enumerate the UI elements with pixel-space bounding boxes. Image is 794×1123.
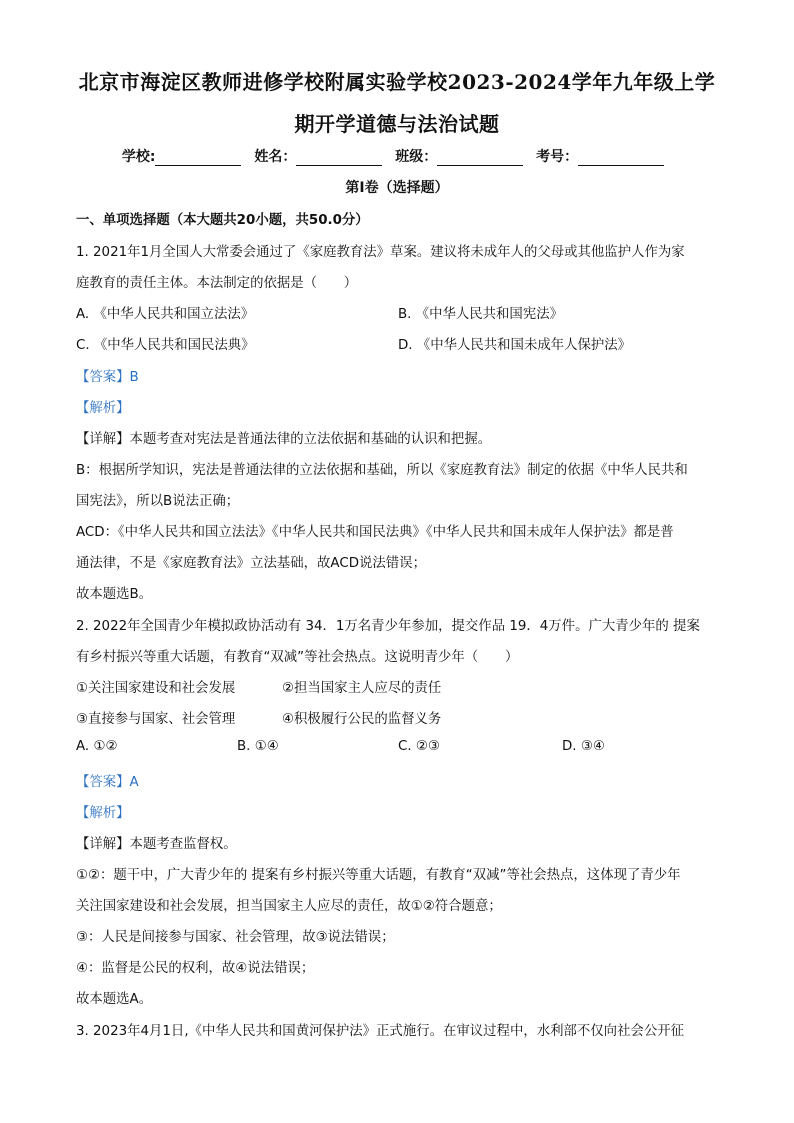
class-label: 班级： bbox=[395, 149, 438, 165]
q2-item-4: ④积极履行公民的监督义务 bbox=[282, 712, 442, 727]
q1-option-a: A. 《中华人民共和国立法法》 bbox=[76, 307, 255, 322]
q2-conclusion: 故本题选A。 bbox=[76, 992, 153, 1007]
exam-no-blank[interactable] bbox=[578, 151, 664, 166]
q2-option-a: A. ①② bbox=[76, 739, 118, 754]
q1-answer: 【答案】B bbox=[76, 370, 139, 385]
q1-analysis-label: 【解析】 bbox=[76, 401, 130, 416]
exam-title-line2: 期开学道德与法治试题 bbox=[294, 112, 500, 136]
class-blank[interactable] bbox=[437, 151, 523, 166]
school-blank[interactable] bbox=[155, 151, 241, 166]
q1-option-d: D. 《中华人民共和国未成年人保护法》 bbox=[398, 338, 632, 353]
q1-option-c: C. 《中华人民共和国民法典》 bbox=[76, 338, 255, 353]
q2-option-d: D. ③④ bbox=[562, 739, 605, 754]
q2-item-3: ③直接参与国家、社会管理 bbox=[76, 712, 236, 727]
exam-no-label: 考号： bbox=[536, 149, 579, 165]
q2-explain-line2: 关注国家建设和社会发展，担当国家主人应尽的责任，故①②符合题意； bbox=[76, 899, 502, 914]
q1-detail: 【详解】本题考查对宪法是普通法律的立法依据和基础的认识和把握。 bbox=[76, 432, 492, 447]
q2-detail: 【详解】本题考查监督权。 bbox=[76, 837, 237, 852]
q3-stem-line1: 3. 2023年4月1日,《中华人民共和国黄河保护法》正式施行。在审议过程中，水利部不仅向社会公开征 bbox=[76, 1024, 685, 1039]
name-blank[interactable] bbox=[296, 151, 382, 166]
q1-conclusion: 故本题选B。 bbox=[76, 587, 153, 602]
q1-explain-acd-line1: ACD：《中华人民共和国立法法》《中华人民共和国民法典》《中华人民共和国未成年人保护法》都是普 bbox=[76, 525, 674, 540]
name-label: 姓名： bbox=[254, 149, 297, 165]
exam-title-line1: 北京市海淀区教师进修学校附属实验学校2023-2024学年九年级上学 bbox=[78, 70, 716, 94]
q1-option-b: B. 《中华人民共和国宪法》 bbox=[398, 307, 563, 322]
q1-explain-acd-line2: 通法律，不是《家庭教育法》立法基础，故ACD说法错误； bbox=[76, 556, 426, 571]
school-label: 学校: bbox=[121, 149, 156, 165]
q1-explain-b-line2: 国宪法》，所以B说法正确； bbox=[76, 494, 240, 509]
q2-analysis-label: 【解析】 bbox=[76, 806, 130, 821]
q2-item-1: ①关注国家建设和社会发展 bbox=[76, 681, 236, 696]
q1-stem-line2: 庭教育的责任主体。本法制定的依据是（ ） bbox=[76, 276, 358, 291]
student-info-row bbox=[0, 146, 794, 166]
q2-answer: 【答案】A bbox=[76, 775, 139, 790]
q1-stem-line1: 1. 2021年1月全国人大常委会通过了《家庭教育法》草案。建议将未成年人的父母或其他监护人作为家 bbox=[76, 245, 685, 260]
q2-explain-line1: ①②：题干中，广大青少年的 提案有乡村振兴等重大话题，有教育“双减”等社会热点，这体现了青少年 bbox=[76, 868, 681, 883]
section-title: 一、单项选择题（本大题共20小题，共50.0分） bbox=[76, 213, 369, 228]
q2-option-c: C. ②③ bbox=[398, 739, 440, 754]
part-title: 第I卷（选择题） bbox=[345, 180, 449, 196]
q2-stem-line1: 2. 2022年全国青少年模拟政协活动有 34．1万名青少年参加，提交作品 19．4万件。广大青少年的 提案 bbox=[76, 619, 700, 634]
q2-explain-line4: ④：监督是公民的权利，故④说法错误； bbox=[76, 961, 315, 976]
q2-stem-line2: 有乡村振兴等重大话题，有教育“双减”等社会热点。这说明青少年（ ） bbox=[76, 650, 519, 665]
q2-explain-line3: ③：人民是间接参与国家、社会管理，故③说法错误； bbox=[76, 930, 395, 945]
q1-explain-b-line1: B：根据所学知识，宪法是普通法律的立法依据和基础，所以《家庭教育法》制定的依据《中华人民共和 bbox=[76, 463, 688, 478]
q2-item-2: ②担当国家主人应尽的责任 bbox=[282, 681, 442, 696]
q2-option-b: B. ①④ bbox=[237, 739, 279, 754]
